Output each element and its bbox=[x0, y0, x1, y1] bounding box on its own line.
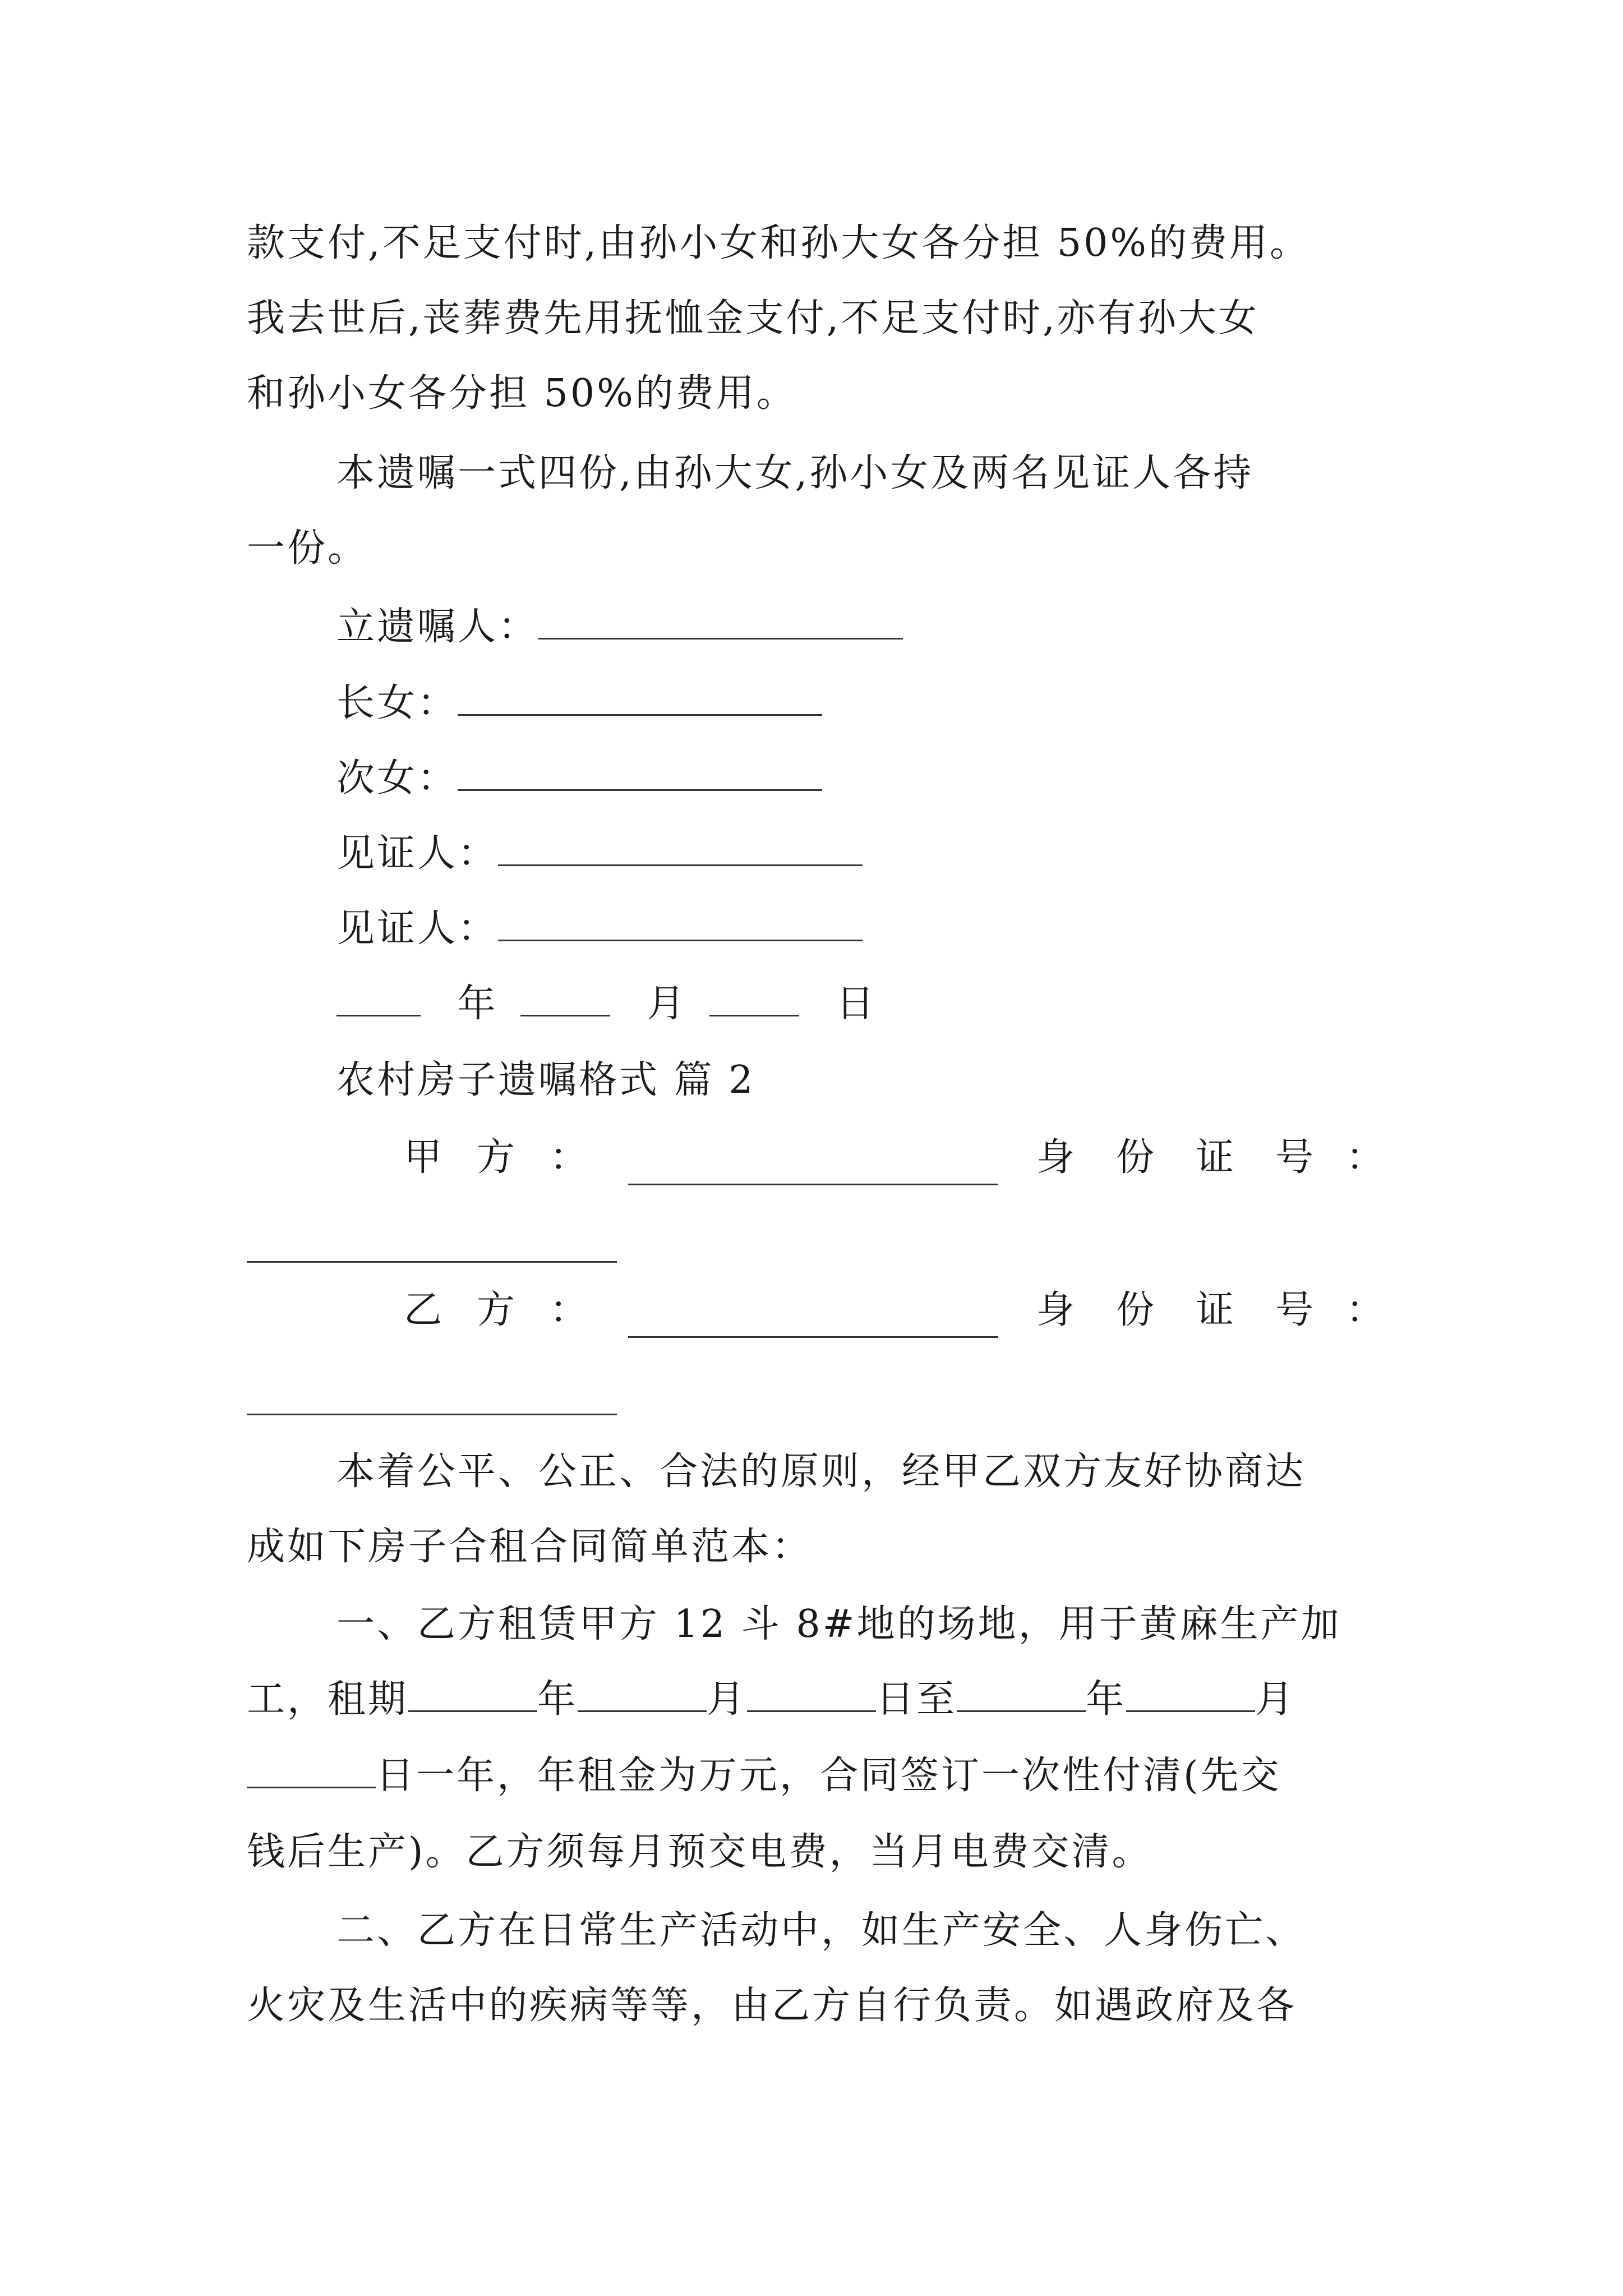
party-a-id-char: 证 bbox=[1196, 1135, 1234, 1180]
signature-blank bbox=[538, 605, 903, 639]
signature-blank bbox=[458, 682, 822, 716]
clause-1-line: 钱后生产)。乙方须每月预交电费，当月电费交清。 bbox=[247, 1830, 1152, 1874]
body-text-line: 本着公平、公正、合法的原则，经甲乙双方友好协商达 bbox=[336, 1450, 1306, 1494]
signature-testator bbox=[336, 589, 1475, 665]
body-text-line: 我去世后,丧葬费先用抚恤金支付,不足支付时,亦有孙大女 bbox=[247, 296, 1259, 341]
date-blank bbox=[709, 982, 799, 1016]
clause-1-text: 日一年，年租金为万元，合同签订一次性付清(先交 bbox=[376, 1754, 1281, 1798]
section-heading: 农村房子遗嘱格式 篇 2 bbox=[336, 1058, 755, 1102]
body-text-line: 成如下房子合租合同简单范本： bbox=[247, 1525, 813, 1569]
clause-1-line bbox=[247, 1738, 1385, 1814]
party-b-id-char: 证 bbox=[1196, 1288, 1234, 1332]
signature-blank bbox=[498, 907, 863, 941]
date-blank bbox=[957, 1678, 1086, 1712]
party-a-label-char: ： bbox=[550, 1135, 588, 1180]
party-a-id-char: 份 bbox=[1116, 1135, 1155, 1180]
clause-1-text: 月 bbox=[707, 1677, 748, 1722]
date-blank bbox=[408, 1678, 537, 1712]
signature-label: 立遗嘱人： bbox=[336, 605, 539, 649]
date-blank bbox=[247, 1754, 376, 1788]
clause-1-text: 年 bbox=[537, 1677, 578, 1722]
date-month-label: 月 bbox=[647, 982, 688, 1026]
date-line bbox=[336, 966, 1475, 1042]
party-b-name-blank bbox=[628, 1304, 998, 1338]
party-a-id-char: ： bbox=[1346, 1135, 1385, 1180]
signature-label: 见证人： bbox=[336, 831, 499, 876]
signature-label: 次女： bbox=[336, 756, 458, 800]
clause-2-line: 火灾及生活中的疾病等等，由乙方自行负责。如遇政府及各 bbox=[247, 1984, 1297, 2028]
signature-witness-2 bbox=[336, 891, 1475, 967]
clause-1-text: 日至 bbox=[876, 1677, 957, 1722]
party-b-id-char: 身 bbox=[1036, 1288, 1075, 1332]
clause-1-text: 年 bbox=[1086, 1677, 1127, 1722]
party-b-id-char: 份 bbox=[1116, 1288, 1155, 1332]
party-a-id-blank bbox=[247, 1228, 617, 1263]
signature-second-daughter bbox=[336, 740, 1475, 817]
party-b-label-char: 方 bbox=[477, 1288, 515, 1332]
signature-blank bbox=[498, 832, 863, 866]
clause-2-line: 二、乙方在日常生产活动中，如生产安全、人身伤亡、 bbox=[336, 1908, 1306, 1953]
party-a-id-char: 号 bbox=[1275, 1135, 1314, 1180]
signature-eldest-daughter bbox=[336, 665, 1475, 742]
signature-witness-1 bbox=[336, 816, 1475, 892]
date-year-label: 年 bbox=[457, 982, 498, 1026]
signature-label: 长女： bbox=[336, 681, 458, 725]
party-b-label-char: ： bbox=[550, 1288, 588, 1332]
body-text-line: 款支付,不足支付时,由孙小女和孙大女各分担 50%的费用。 bbox=[247, 221, 1310, 265]
party-a-id-char: 身 bbox=[1036, 1135, 1075, 1180]
signature-blank bbox=[458, 757, 822, 791]
date-blank bbox=[520, 982, 610, 1016]
party-b-label-char: 乙 bbox=[404, 1288, 442, 1332]
party-a-name-blank bbox=[628, 1151, 998, 1185]
body-text-line: 本遗嘱一式四份,由孙大女,孙小女及两名见证人各持 bbox=[336, 451, 1254, 495]
date-blank bbox=[747, 1678, 876, 1712]
party-a-label-char: 方 bbox=[477, 1135, 515, 1180]
body-text-line: 一份。 bbox=[247, 526, 368, 570]
clause-1-text: 工，租期 bbox=[247, 1677, 409, 1722]
date-blank bbox=[336, 982, 421, 1016]
clause-1-text: 月 bbox=[1255, 1677, 1296, 1722]
date-day-label: 日 bbox=[836, 982, 877, 1026]
date-blank bbox=[1126, 1678, 1255, 1712]
party-b-id-char: 号 bbox=[1275, 1288, 1314, 1332]
party-b-id-blank bbox=[247, 1381, 617, 1415]
clause-1-line bbox=[247, 1662, 1385, 1738]
party-a-label-char: 甲 bbox=[404, 1135, 442, 1180]
party-b-id-char: ： bbox=[1346, 1288, 1385, 1332]
signature-label: 见证人： bbox=[336, 907, 499, 951]
body-text-line: 和孙小女各分担 50%的费用。 bbox=[247, 371, 797, 416]
date-blank bbox=[578, 1678, 707, 1712]
clause-1-line: 一、乙方租赁甲方 12 斗 8#地的场地，用于黄麻生产加 bbox=[336, 1602, 1341, 1646]
